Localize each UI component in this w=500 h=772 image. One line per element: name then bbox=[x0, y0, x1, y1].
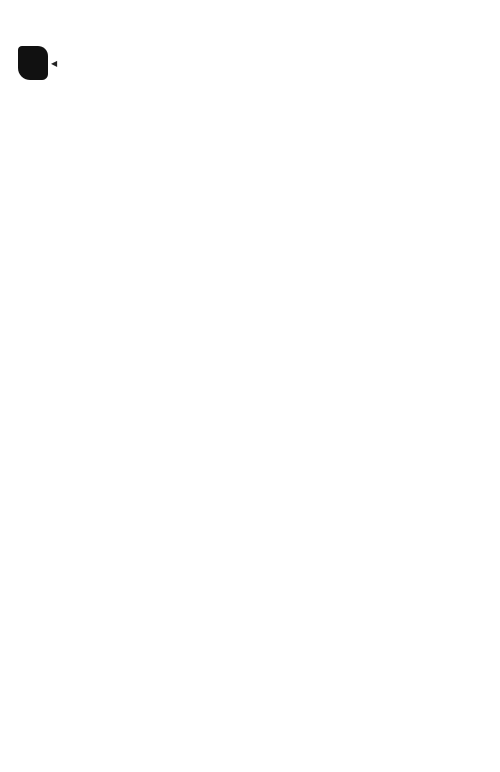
page-header bbox=[18, 52, 218, 76]
key-point-logo bbox=[18, 46, 48, 80]
triangle-icon: ◀ bbox=[51, 59, 58, 68]
book-title bbox=[51, 58, 59, 69]
